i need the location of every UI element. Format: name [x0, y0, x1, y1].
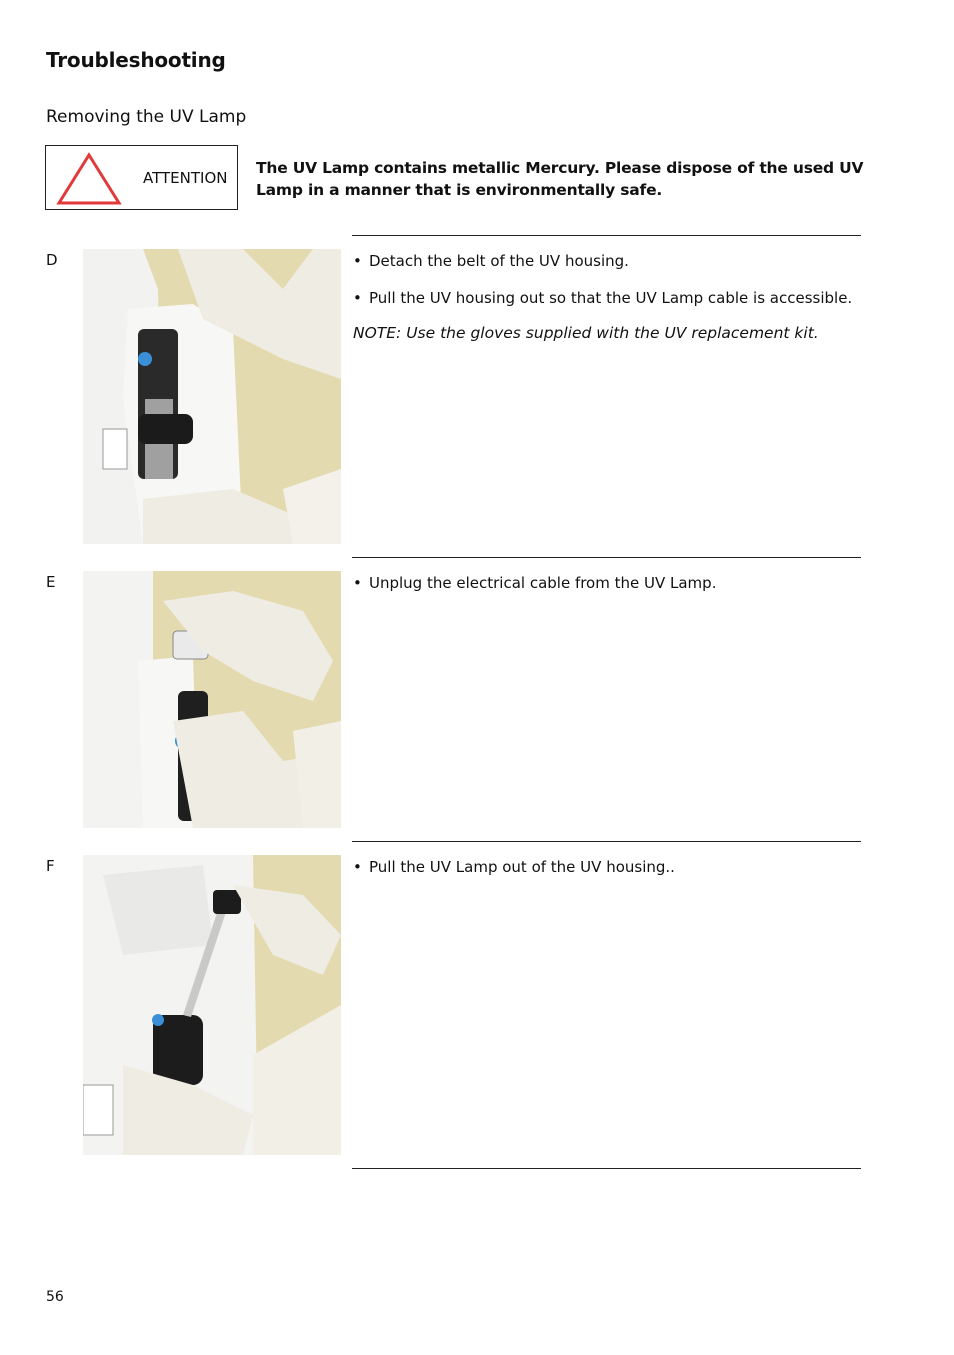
step-d-photo [83, 249, 341, 544]
step-e-bullet-1: • Unplug the electrical cable from the UV Lamp. [353, 573, 873, 594]
step-d-top-rule [352, 235, 861, 236]
step-f-instructions [353, 857, 873, 894]
step-f-photo [83, 855, 341, 1155]
page-title: Troubleshooting [46, 48, 226, 72]
step-f-bottom-rule [352, 1168, 861, 1169]
step-d-letter: D [46, 251, 58, 269]
step-f-top-rule [352, 841, 861, 842]
page-number: 56 [46, 1289, 64, 1305]
step-d-instructions [353, 251, 873, 325]
section-title: Removing the UV Lamp [46, 107, 247, 127]
step-d-bullet-2: • Pull the UV housing out so that the UV Lamp cable is accessible. [353, 288, 873, 309]
step-e-letter: E [46, 573, 56, 591]
step-d-bullet-1: • Detach the belt of the UV housing. [353, 251, 873, 272]
attention-box [45, 145, 238, 210]
step-d-note: NOTE: Use the gloves supplied with the UV replacement kit. [353, 324, 819, 342]
step-f-bullet-1: • Pull the UV Lamp out of the UV housing.. [353, 857, 873, 878]
attention-label: ATTENTION [143, 169, 228, 187]
step-e-top-rule [352, 557, 861, 558]
step-e-instructions [353, 573, 873, 610]
attention-message: The UV Lamp contains metallic Mercury. Please dispose of the used UV Lamp in a manner that is environmentally safe. [256, 159, 864, 199]
warning-triangle-icon [56, 152, 122, 206]
step-e-photo [83, 571, 341, 828]
step-f-letter: F [46, 857, 55, 875]
